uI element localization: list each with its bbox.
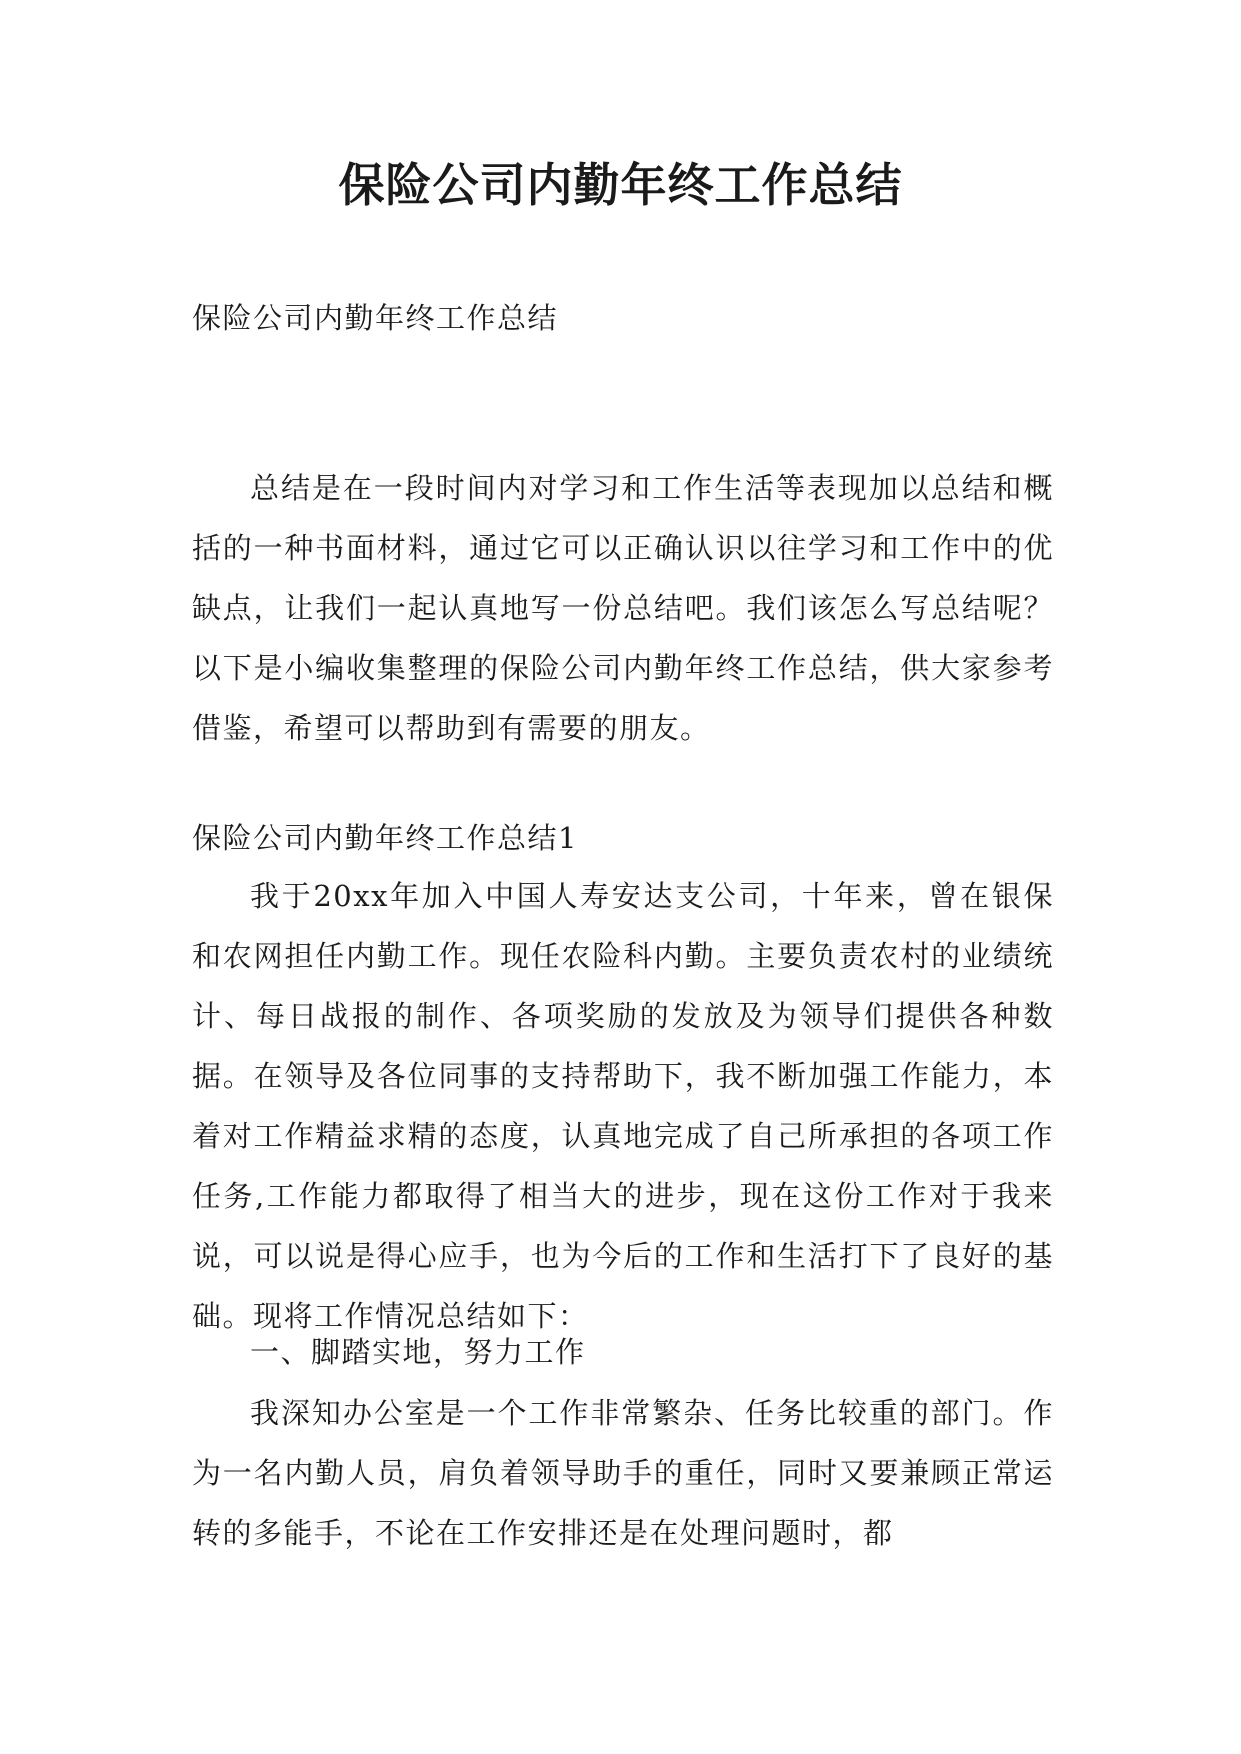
document-title: 保险公司内勤年终工作总结: [338, 158, 903, 212]
body-paragraph-1: 我于20xx年加入中国人寿安达支公司，十年来，曾在银保和农网担任内勤工作。现任农险科内勤。主要负责农村的业绩统计、每日战报的制作、各项奖励的发放及为领导们提供各种数据。在领导及各位同事的支持帮助下，我不断加强工作能力，本着对工作精益求精的态度，认真地完成了自己所承担的各项工作任务,工作能力都取得了相当大的进步，现在这份工作对于我来说，可以说是得心应手，也为今后的工作和生活打下了良好的基础。现将工作情况总结如下：: [192, 879, 1054, 1333]
body-paragraph-2: 我深知办公室是一个工作非常繁杂、任务比较重的部门。作为一名内勤人员，肩负着领导助手的重任，同时又要兼顾正常运转的多能手，不论在工作安排还是在处理问题时，都: [192, 1396, 1054, 1550]
intro-paragraph: 总结是在一段时间内对学习和工作生活等表现加以总结和概括的一种书面材料，通过它可以正确认识以往学习和工作中的优缺点，让我们一起认真地写一份总结吧。我们该怎么写总结呢？以下是小编收集整理的保险公司内勤年终工作总结，供大家参考借鉴，希望可以帮助到有需要的朋友。: [192, 471, 1054, 745]
section-heading: 保险公司内勤年终工作总结1: [192, 821, 578, 855]
document-subtitle: 保险公司内勤年终工作总结: [192, 301, 559, 335]
item-heading: 一、脚踏实地，努力工作: [250, 1335, 586, 1369]
